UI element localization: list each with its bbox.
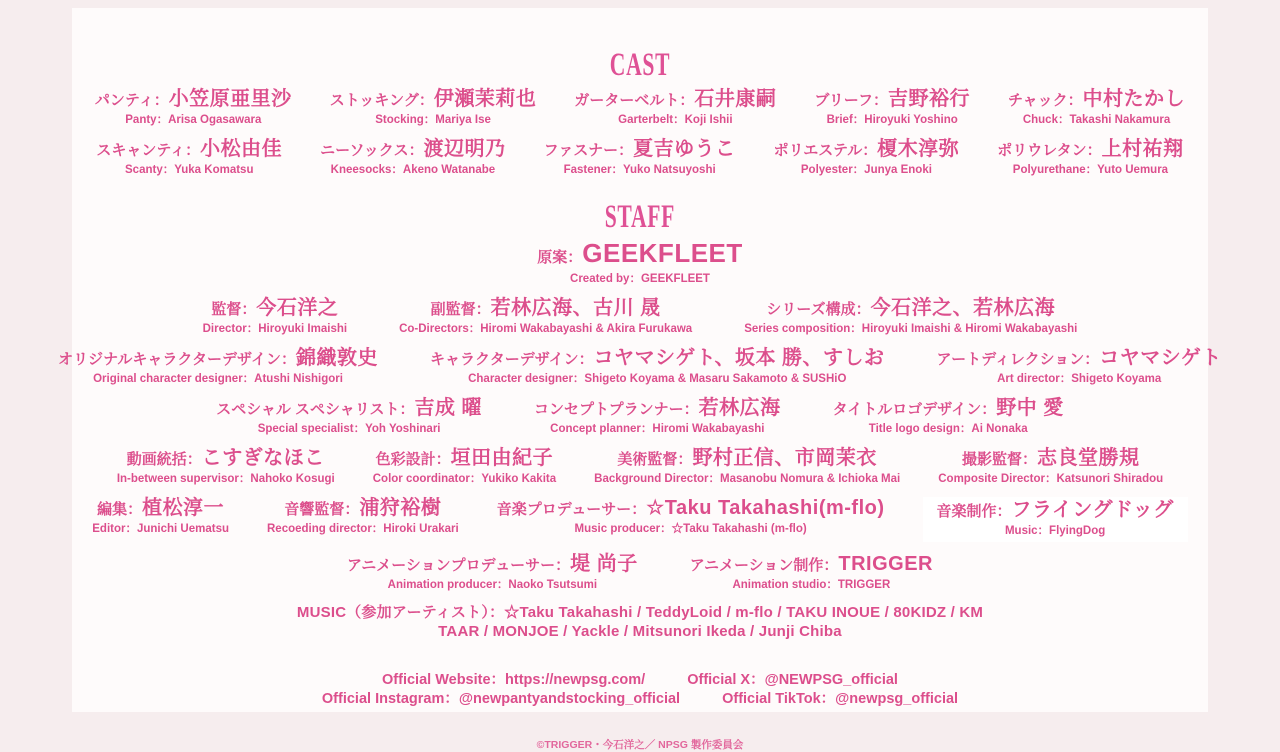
credit-role: スペシャル スペシャリスト：: [216, 401, 415, 418]
credit-name: 夏吉ゆうこ: [633, 138, 736, 160]
credit-role: 音楽制作：: [936, 503, 1012, 520]
credit-role: ポリウレタン：: [997, 142, 1102, 159]
credit-name: 志良堂勝規: [1036, 447, 1140, 469]
credit-role: タイトルロゴデザイン：: [832, 401, 997, 418]
credit-row: [0, 447, 1280, 486]
credit-romaji: Editor：Junichi Uematsu: [92, 523, 229, 535]
credit-romaji: Scanty：Yuka Komatsu: [125, 164, 254, 176]
credit-entry: [1008, 88, 1185, 127]
credit-romaji: Music：FlyingDog: [1004, 525, 1106, 537]
credit-entry: [497, 497, 885, 536]
credit-romaji: Stocking：Mariya Ise: [375, 114, 491, 126]
credit-name: 小笠原亜里沙: [168, 88, 292, 110]
official-website-link: Official Website：https://newpsg.com/: [382, 672, 646, 688]
credit-name: 若林広海、古川 晟: [490, 297, 661, 319]
credit-entry: [534, 397, 781, 436]
official-links-section: [0, 671, 1280, 709]
credit-role: 色彩設計：: [375, 451, 451, 468]
credit-romaji: Polyurethane：Yuto Uemura: [1012, 164, 1169, 176]
official-x-link: Official X：@NEWPSG_official: [687, 672, 898, 688]
music-artists-line-1: MUSIC（参加アーティスト）：☆Taku Takahashi / TeddyLoid / m-flo / TAKU INOUE / 80KIDZ / KM: [296, 604, 984, 621]
credit-entry: [997, 138, 1183, 177]
credit-name: 今石洋之、若林広海: [870, 297, 1056, 319]
credit-role: ニーソックス：: [320, 142, 424, 159]
credit-romaji: Concept planner：Hiromi Wakabayashi: [550, 423, 765, 435]
credit-name: 伊瀬茉莉也: [433, 88, 537, 110]
credit-romaji: Character designer：Shigeto Koyama & Masaru Sakamoto & SUSHiO: [468, 373, 847, 385]
credit-entry: [774, 138, 960, 177]
credit-entry: [117, 447, 335, 486]
credit-entry: [95, 88, 292, 127]
credit-name: 石井康嗣: [694, 88, 777, 110]
credit-role: オリジナルキャラクターデザイン：: [58, 351, 296, 368]
credit-romaji: Created by：GEEKFLEET: [570, 273, 710, 285]
credit-romaji: Background Director：Masanobu Nomura & Ichioka Mai: [594, 473, 901, 485]
credit-name: 植松淳一: [142, 497, 225, 519]
credit-romaji: Animation producer：Naoko Tsutsumi: [387, 579, 598, 591]
credit-name: 野村正信、市岡茉衣: [692, 447, 877, 469]
credit-name: 吉野裕行: [888, 88, 971, 110]
credit-entry: [690, 553, 933, 592]
credit-role: 音楽プロデューサー：: [496, 501, 647, 518]
credit-name: ☆Taku Takahashi(m-flo): [646, 497, 885, 519]
credit-entry: [744, 297, 1077, 336]
credit-name: 上村祐翔: [1101, 138, 1184, 160]
credit-row: [0, 240, 1280, 286]
credit-row: [0, 297, 1280, 336]
credit-role: ガーターベルト：: [574, 92, 695, 109]
credit-romaji: Polyester：Junya Enoki: [800, 164, 932, 176]
credit-romaji: Brief：Hiroyuki Yoshino: [826, 114, 958, 126]
credit-role: アートディレクション：: [936, 351, 1100, 368]
credit-row: [0, 553, 1280, 592]
credit-row: [0, 497, 1280, 542]
credit-name: 中村たかし: [1082, 88, 1186, 110]
credit-entry: [373, 447, 556, 486]
credit-role: パンティ：: [94, 92, 169, 109]
official-instagram-link: Official Instagram：@newpantyandstocking_official: [321, 691, 681, 707]
staff-section: [0, 240, 1280, 592]
credit-role: ポリエステル：: [773, 142, 878, 159]
credit-entry: [537, 240, 743, 286]
copyright-notice: ©TRIGGER・今石洋之／ NPSG 製作委員会: [536, 739, 744, 751]
credit-name: TRIGGER: [838, 553, 934, 575]
credit-entry: [216, 397, 482, 436]
credit-entry: [399, 297, 692, 336]
credit-entry: [330, 88, 537, 127]
credit-name: フライングドッグ: [1011, 499, 1174, 521]
credit-romaji: Original character designer：Atushi Nishigori: [93, 373, 343, 385]
credit-role: 監督：: [211, 301, 257, 318]
credit-role: アニメーション制作：: [689, 557, 839, 574]
credit-name: 若林広海: [698, 397, 781, 419]
credit-romaji: Color coordinator：Yukiko Kakita: [372, 473, 557, 485]
credit-row: [0, 138, 1280, 177]
credit-entry: [267, 497, 459, 536]
credit-role: 音響監督：: [284, 501, 360, 518]
credit-entry: [92, 497, 229, 536]
credit-entry: [544, 138, 736, 177]
cast-section: [0, 88, 1280, 177]
credit-row: [0, 347, 1280, 386]
credit-romaji: Director：Hiroyuki Imaishi: [202, 323, 348, 335]
credit-role: 動画統括：: [126, 451, 202, 468]
credit-role: 原案：: [537, 249, 583, 266]
credit-role: チャック：: [1008, 92, 1083, 109]
credit-name: GEEKFLEET: [582, 238, 743, 268]
cast-heading: CAST: [609, 46, 671, 83]
credit-row: [0, 397, 1280, 436]
credit-role: ブリーフ：: [814, 92, 889, 109]
credit-romaji: Composite Director：Katsunori Shiradou: [938, 473, 1164, 485]
credit-name: 吉成 曜: [414, 397, 483, 419]
official-tiktok-link: Official TikTok：@newpsg_official: [722, 691, 959, 707]
credit-romaji: Co-Directors：Hiromi Wakabayashi & Akira Furukawa: [399, 323, 693, 335]
credit-role: シリーズ構成：: [766, 301, 871, 318]
credit-entry: [814, 88, 970, 127]
credit-role: ファスナー：: [543, 142, 634, 159]
credit-entry: [96, 138, 282, 177]
credit-role: コンセプトプランナー：: [534, 401, 699, 418]
credit-romaji: Recoeding director：Hiroki Urakari: [267, 523, 459, 535]
credit-romaji: Special specialist：Yoh Yoshinari: [257, 423, 441, 435]
credit-name: 野中 愛: [996, 397, 1064, 419]
credit-romaji: Fastener：Yuko Natsuyoshi: [563, 164, 716, 176]
credit-role: 美術監督：: [617, 451, 693, 468]
credit-role: 撮影監督：: [961, 451, 1037, 468]
credit-name: 垣田由紀子: [450, 447, 554, 469]
music-artists-line-2: TAAR / MONJOE / Yackle / Mitsunori Ikeda / Junji Chiba: [438, 622, 842, 640]
credit-romaji: Title logo design：Ai Nonaka: [868, 423, 1028, 435]
credit-role: アニメーションプロデューサー：: [346, 557, 571, 574]
credit-role: キャラクターデザイン：: [430, 351, 594, 368]
credit-role: 編集：: [97, 501, 143, 518]
credit-romaji: Kneesocks：Akeno Watanabe: [330, 164, 496, 176]
credit-name: 小松由佳: [200, 138, 283, 160]
credit-romaji: Panty：Arisa Ogasawara: [125, 114, 262, 126]
credit-name: 堤 尚子: [570, 553, 638, 575]
music-section: [0, 604, 1280, 641]
credit-name: 渡辺明乃: [423, 138, 506, 160]
credit-entry: [938, 447, 1163, 486]
credit-name: 錦織敦史: [296, 347, 378, 369]
credit-romaji: Chuck：Takashi Nakamura: [1022, 114, 1171, 126]
credit-role: ストッキング：: [329, 92, 434, 109]
credit-romaji: Animation studio：TRIGGER: [732, 579, 891, 591]
credit-name: コヤマシゲト、坂本 勝、すしお: [593, 347, 885, 369]
credit-entry: [203, 297, 347, 336]
credit-romaji: Garterbelt：Koji Ishii: [618, 114, 733, 126]
credit-entry: [923, 497, 1188, 542]
credit-name: 榎木淳弥: [877, 138, 960, 160]
credit-row: [0, 88, 1280, 127]
credit-entry: [833, 397, 1064, 436]
credit-entry: [430, 347, 885, 386]
staff-heading: STAFF: [604, 198, 676, 235]
credit-romaji: Series composition：Hiroyuki Imaishi & Hiromi Wakabayashi: [744, 323, 1078, 335]
credit-entry: [574, 88, 776, 127]
credit-name: こすぎなほこ: [201, 447, 325, 469]
credit-romaji: In-between supervisor：Nahoko Kosugi: [116, 473, 335, 485]
credit-entry: [347, 553, 638, 592]
credit-romaji: Music producer：☆Taku Takahashi (m-flo): [574, 523, 807, 535]
credit-entry: [320, 138, 506, 177]
credit-entry: [58, 347, 378, 386]
credit-name: 浦狩裕樹: [359, 497, 442, 519]
credit-name: 今石洋之: [256, 297, 339, 319]
credit-role: スキャンティ：: [96, 142, 201, 159]
credit-name: コヤマシゲト: [1099, 347, 1222, 369]
credit-role: 副監督：: [430, 301, 491, 318]
credit-romaji: Art director：Shigeto Koyama: [997, 373, 1162, 385]
credit-entry: [594, 447, 900, 486]
credit-entry: [937, 347, 1222, 386]
